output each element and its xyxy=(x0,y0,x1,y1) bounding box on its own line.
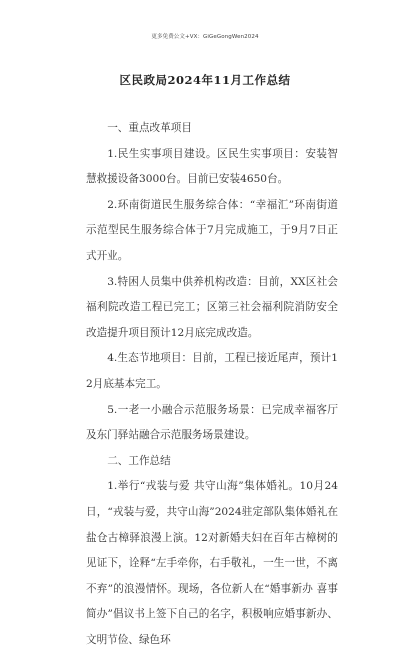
paragraph-livelihood-projects: 1.民生实事项目建设。区民生实事项目：安装智慧救援设备3000台。目前已安装4650台。 xyxy=(86,147,338,186)
paragraph-service-complex: 2.环南街道民生服务综合体：“幸福汇”环南街道示范型民生服务综合体于7月完成施工，于9月7日正式开业。 xyxy=(86,198,338,262)
header-note: 更多免费公文+VX：GiGeGongWen2024 xyxy=(151,34,259,40)
paragraph-group-wedding: 1.举行“戎装与爱 共守山海”集体婚礼。10月24日，“戎装与爱，共守山海”2024驻定部队集体婚礼在盐仓古樟驿浪漫上演。12对新婚夫妇在百年古樟树的见证下，诠释“左手牵你，右手敬礼，一生一世，不离不弃”的浪漫情怀。现场，各位新人在“婚事新办 喜事简办”倡议书上签下自己的名字，积极响应婚事新办、文明节俭、绿色环 xyxy=(86,480,338,646)
section-heading-summary: 二、工作总结 xyxy=(107,454,171,467)
paragraph-care-institution: 3.特困人员集中供养机构改造：目前，XX区社会福利院改造工程已完工；区第三社会福利院消防安全改造提升项目预计12月底完成改造。 xyxy=(86,275,338,339)
document-body xyxy=(86,116,338,653)
section-heading-reform: 一、重点改革项目 xyxy=(107,122,192,134)
document-title: 区民政局2024年11月工作总结 xyxy=(119,73,291,87)
paragraph-eco-burial: 4.生态节地项目：目前，工程已接近尾声，预计12月底基本完工。 xyxy=(86,352,338,390)
paragraph-elderly-child-scene: 5.一老一小融合示范服务场景：已完成幸福客厅及东门驿站融合示范服务场景建设。 xyxy=(86,403,338,442)
